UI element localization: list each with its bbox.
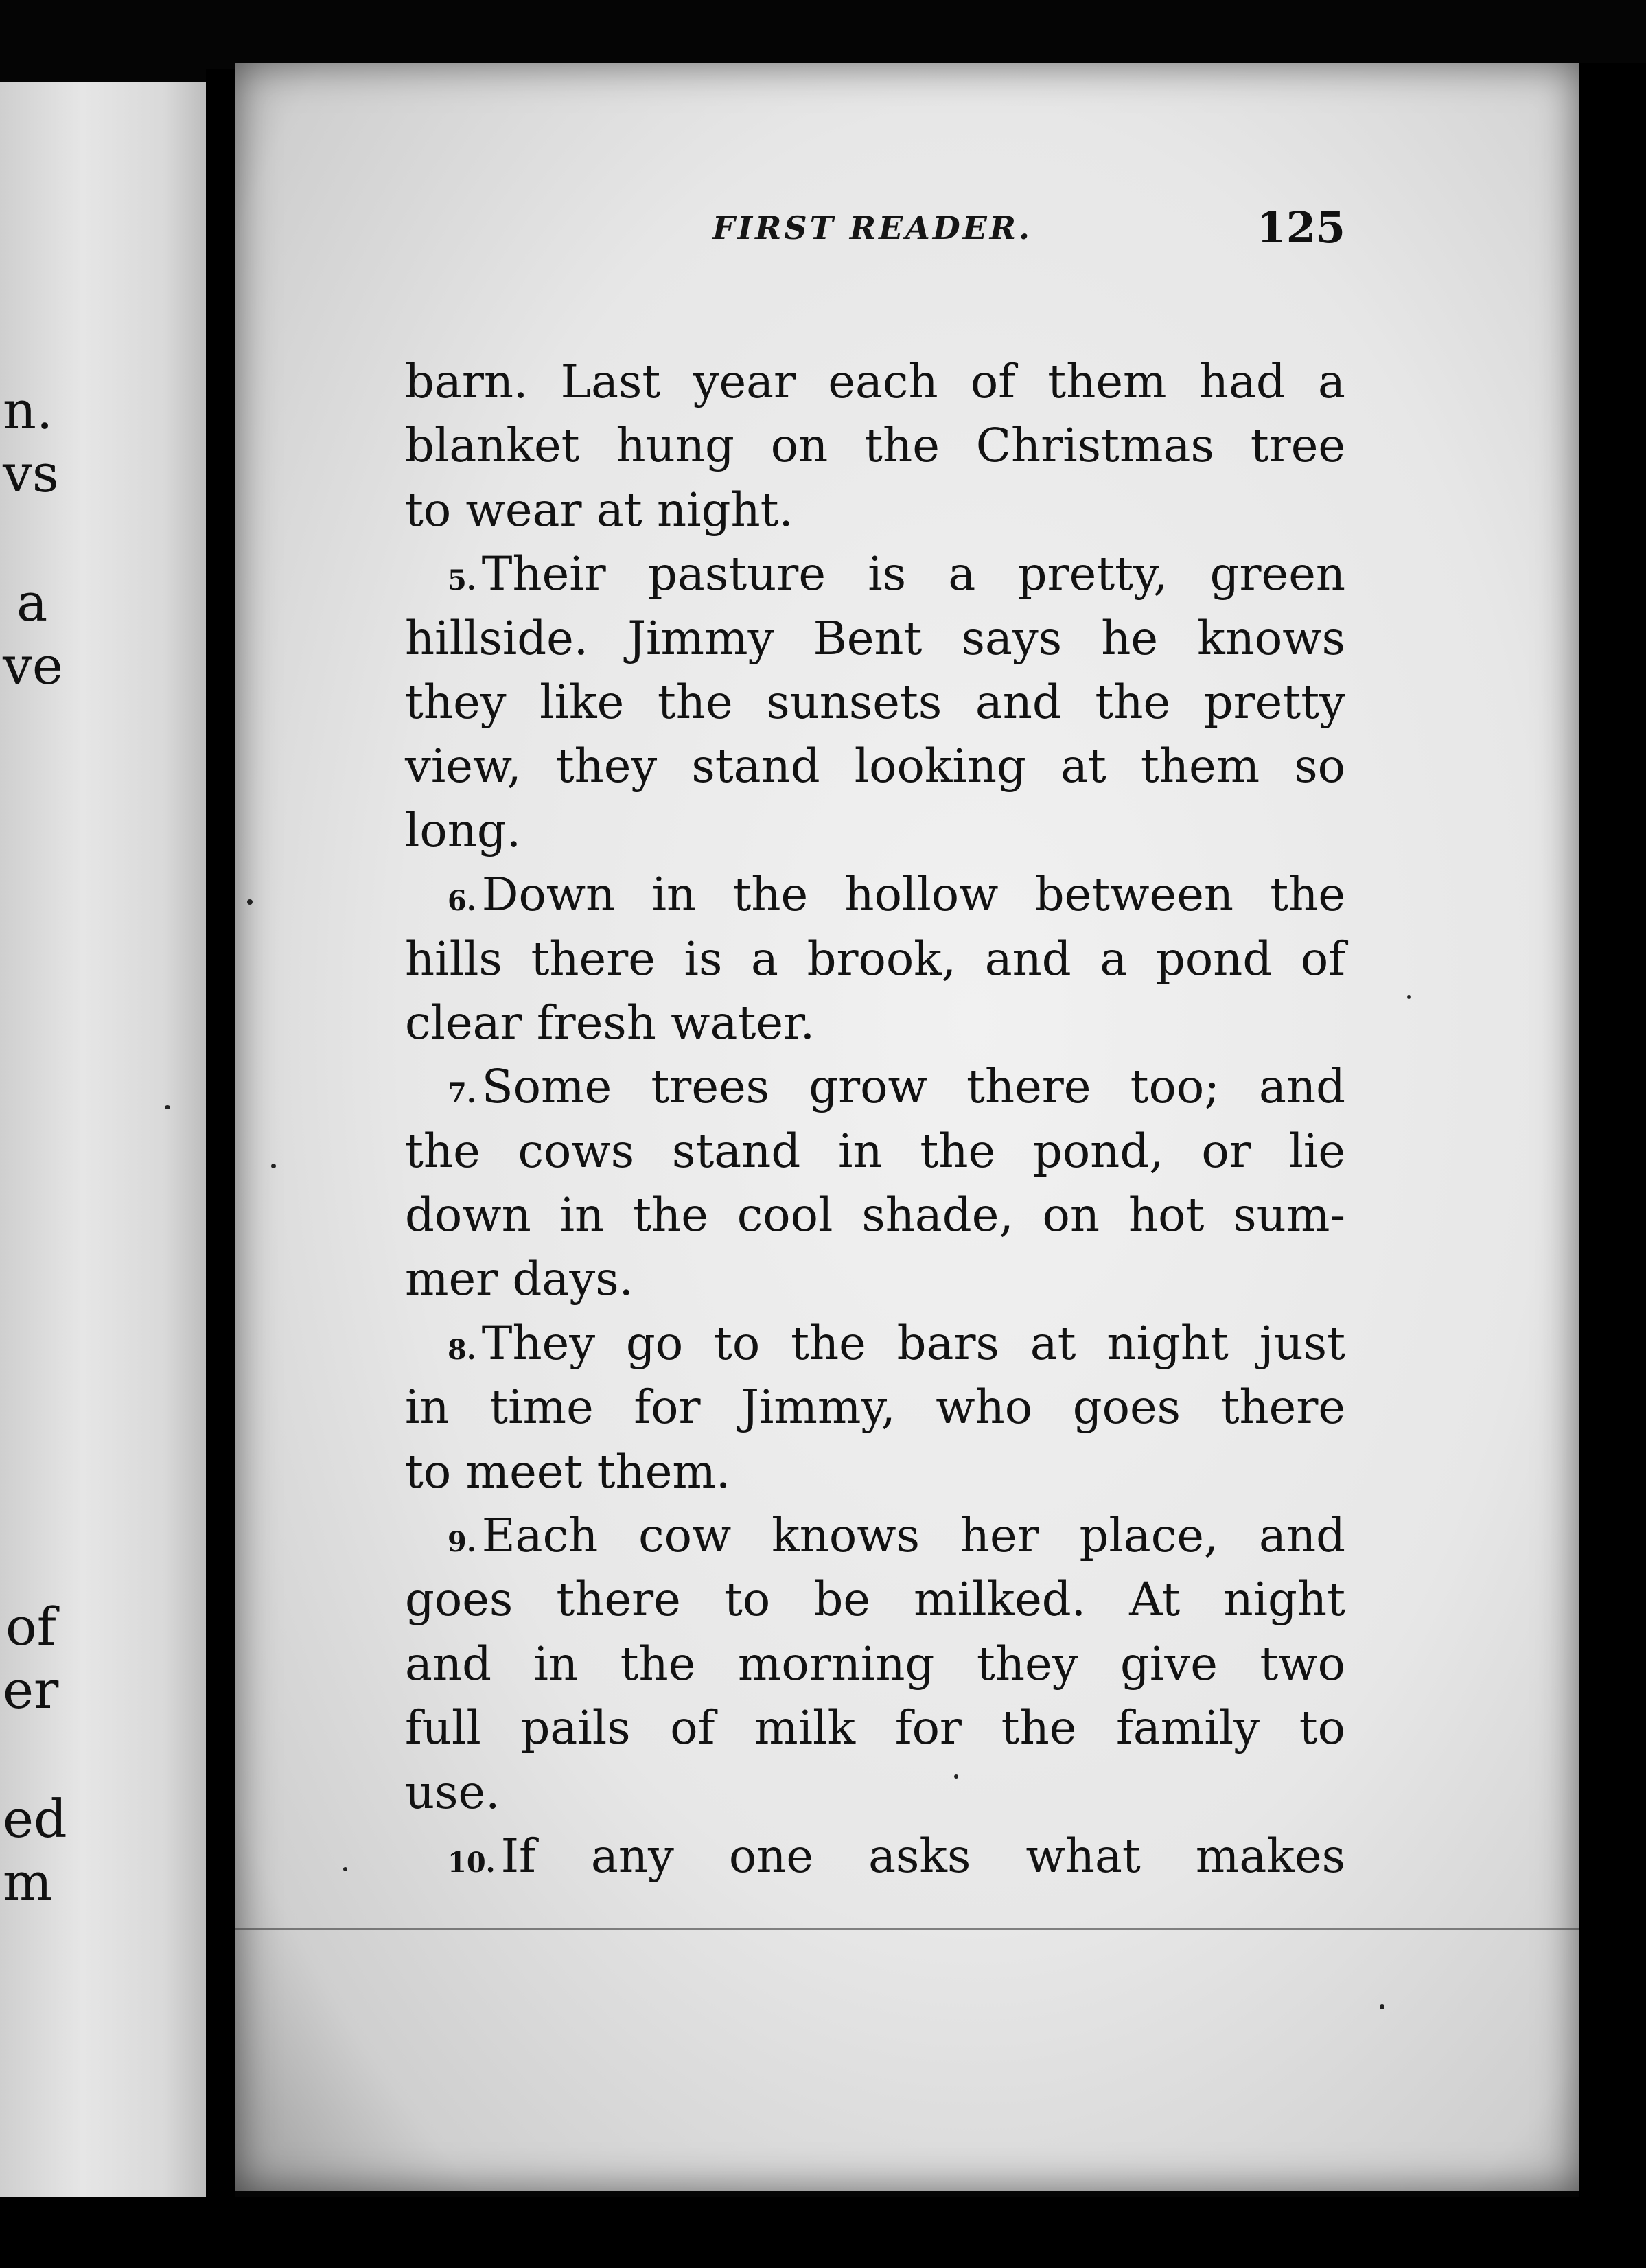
left-fragment: n. — [3, 380, 54, 441]
text-line — [405, 1761, 1345, 1825]
text-line — [405, 927, 1345, 991]
left-fragment: of — [5, 1596, 56, 1657]
left-page-edge — [0, 82, 206, 2210]
line-text: They go to the bars at night just — [481, 1316, 1345, 1370]
text-line — [405, 478, 1345, 542]
text-line — [405, 1632, 1345, 1696]
line-text: to wear at night. — [405, 483, 793, 537]
text-line — [405, 1247, 1345, 1311]
left-fragment: vs — [3, 443, 59, 504]
page-number: 125 — [1256, 202, 1345, 253]
line-text: the cows stand in the pond, or lie — [405, 1124, 1345, 1178]
line-text: blanket hung on the Christmas tree — [405, 419, 1345, 473]
scan-speck — [1407, 995, 1411, 999]
scan-speck — [165, 1105, 170, 1109]
line-text: view, they stand looking at them so — [405, 739, 1345, 794]
paragraph-number: 10. — [448, 1846, 496, 1879]
line-text: hills there is a brook, and a pond of — [405, 931, 1345, 986]
book-gutter — [206, 69, 235, 2252]
text-line — [405, 607, 1345, 671]
text-line — [405, 991, 1345, 1055]
text-line — [405, 1055, 1345, 1119]
text-line — [405, 671, 1345, 734]
running-title: FIRST READER. — [712, 209, 1033, 246]
scan-speck — [1380, 2004, 1384, 2009]
line-text: use. — [405, 1765, 500, 1819]
text-line — [405, 1376, 1345, 1439]
scan-speck — [343, 1867, 347, 1871]
line-text: in time for Jimmy, who goes there — [405, 1380, 1345, 1435]
left-fragment: er — [3, 1659, 59, 1720]
line-text: clear fresh water. — [405, 995, 815, 1050]
text-line — [405, 350, 1345, 414]
text-line — [405, 734, 1345, 798]
line-text: goes there to be milked. At night — [405, 1573, 1345, 1627]
line-text: down in the cool shade, on hot sum- — [405, 1188, 1345, 1242]
paragraph-number: 8. — [448, 1333, 476, 1366]
text-line — [405, 1568, 1345, 1632]
bottom-border — [0, 2197, 1646, 2268]
text-line — [405, 1504, 1345, 1568]
scan-speck — [271, 1164, 276, 1168]
line-text: Each cow knows her place, and — [481, 1509, 1345, 1563]
left-fragment: m — [3, 1851, 53, 1912]
text-line — [405, 1120, 1345, 1183]
line-text: hillside. Jimmy Bent says he knows — [405, 611, 1345, 665]
line-text: long. — [405, 803, 522, 857]
paragraph-number: 7. — [448, 1077, 476, 1110]
left-fragment: ve — [3, 635, 63, 696]
text-line — [405, 1312, 1345, 1376]
left-fragment: ed — [3, 1788, 67, 1849]
line-text: full pails of milk for the family to — [405, 1701, 1345, 1755]
right-page-edge — [1579, 63, 1646, 2268]
line-text: Some trees grow there too; and — [481, 1060, 1345, 1114]
line-text: Down in the hollow between the — [481, 868, 1345, 922]
line-text: barn. Last year each of them had a — [405, 355, 1345, 408]
paragraph-number: 9. — [448, 1526, 476, 1559]
text-line — [405, 1825, 1345, 1888]
line-text: Their pasture is a pretty, green — [481, 547, 1345, 601]
paragraph-number: 5. — [448, 564, 476, 597]
scan-speck — [247, 899, 253, 905]
line-text: mer days. — [405, 1252, 634, 1306]
line-text: and in the morning they give two — [405, 1636, 1345, 1691]
text-line — [405, 1183, 1345, 1247]
body-text — [405, 350, 1345, 1888]
line-text: they like the sunsets and the pretty — [405, 675, 1345, 729]
paragraph-number: 6. — [448, 885, 476, 918]
text-line — [405, 1440, 1345, 1504]
left-fragment: a — [16, 572, 48, 633]
text-line — [405, 863, 1345, 927]
text-line — [405, 799, 1345, 863]
line-text: If any one asks what makes — [500, 1829, 1345, 1883]
scan-speck — [954, 1774, 958, 1779]
page-header — [712, 202, 1345, 264]
text-line — [405, 1696, 1345, 1760]
text-line — [405, 542, 1345, 606]
text-line — [405, 414, 1345, 478]
line-text: to meet them. — [405, 1444, 731, 1498]
